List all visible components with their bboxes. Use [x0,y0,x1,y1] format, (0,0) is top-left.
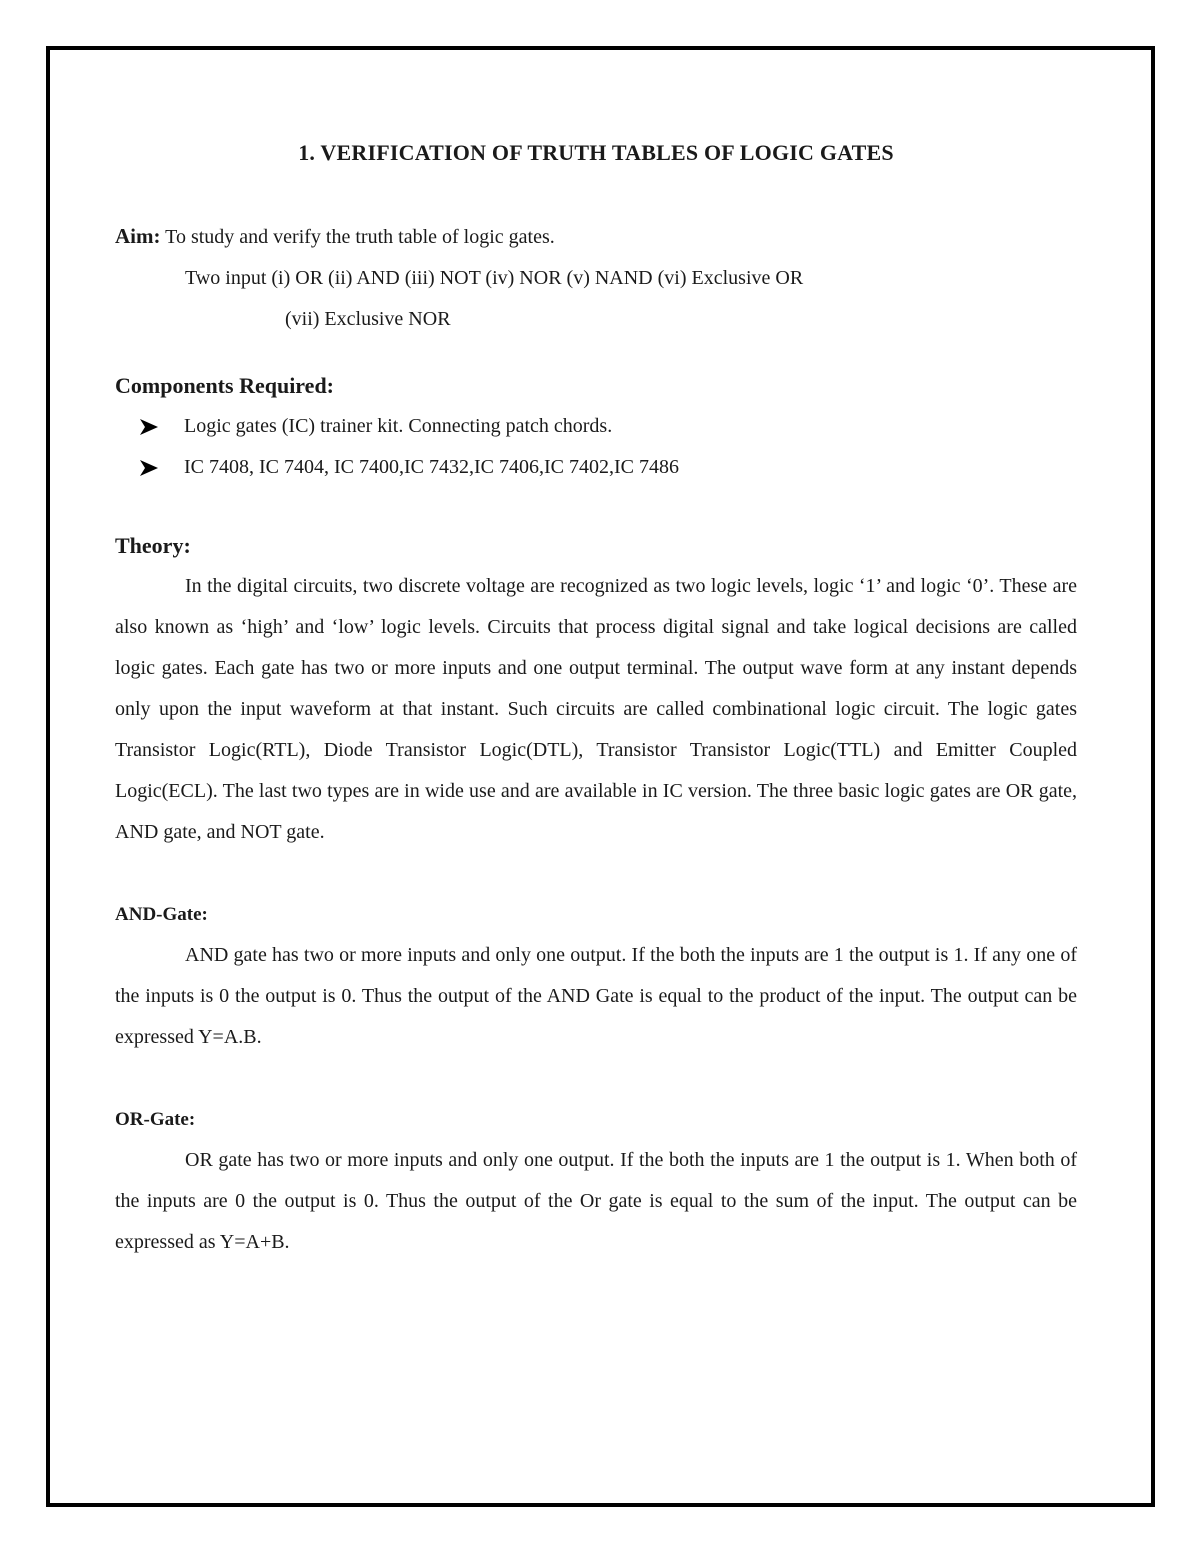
aim-text: To study and verify the truth table of logic gates. [165,226,555,248]
components-heading: Components Required: [115,373,335,398]
document-body [115,140,1077,1263]
components-list [115,406,1077,488]
or-gate-heading: OR-Gate: [115,1109,196,1130]
arrowhead-bullet-icon [115,459,184,477]
component-item-2: IC 7408, IC 7404, IC 7400,IC 7432,IC 7406,IC 7402,IC 7486 [184,456,679,478]
arrowhead-bullet-icon [115,418,184,436]
aim-gate-list-continued: (vii) Exclusive NOR [285,308,451,330]
list-item [115,406,1077,447]
aim-gate-list: Two input (i) OR (ii) AND (iii) NOT (iv) NOR (v) NAND (vi) Exclusive OR [185,267,804,289]
theory-paragraph: In the digital circuits, two discrete voltage are recognized as two logic levels, logic ‘1’ and logic ‘0’. These are also known as ‘high’ and ‘low’ logic levels. Circuits that process digital signal and take logical decisions are called logic gates. Each gate has two or more inputs and one output terminal. The output wave form at any instant depends only upon the input waveform at that instant. Such circuits are called combinational logic circuit. The logic gates Transistor Logic(RTL), Diode Transistor Logic(DTL), Transistor Transistor Logic(TTL) and Emitter Coupled Logic(ECL). The last two types are in wide use and are available in IC version. The three basic logic gates are OR gate, AND gate, and NOT gate. [115,575,1077,843]
page-title: 1. VERIFICATION OF TRUTH TABLES OF LOGIC GATES [298,140,894,165]
aim-line [115,216,1077,258]
list-item [115,447,1077,488]
theory-heading: Theory: [115,533,191,558]
and-gate-paragraph: AND gate has two or more inputs and only one output. If the both the inputs are 1 the output is 1. If any one of the inputs is 0 the output is 0. Thus the output of the AND Gate is equal to the product of the input. The output can be expressed Y=A.B. [115,944,1077,1048]
component-item-1: Logic gates (IC) trainer kit. Connecting patch chords. [184,415,613,437]
and-gate-heading: AND-Gate: [115,904,208,925]
or-gate-paragraph: OR gate has two or more inputs and only one output. If the both the inputs are 1 the output is 1. When both of the inputs are 0 the output is 0. Thus the output of the Or gate is equal to the sum of the input. The output can be expressed as Y=A+B. [115,1149,1077,1253]
aim-label: Aim: [115,224,161,248]
